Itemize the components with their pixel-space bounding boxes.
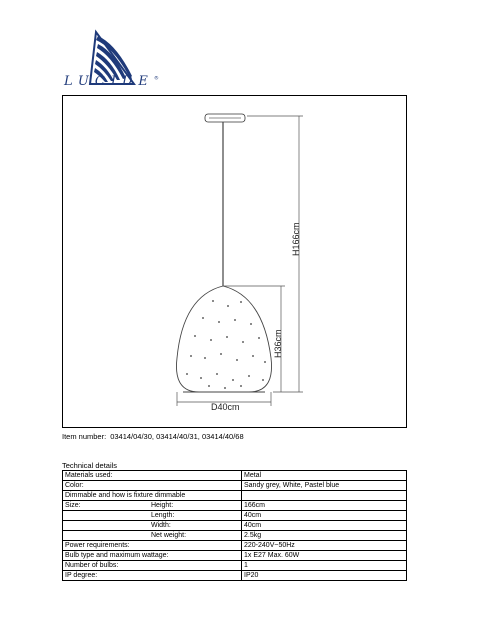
spec-value: 1 <box>242 561 407 571</box>
spec-label-cell <box>63 571 242 581</box>
technical-details-title: Technical details <box>62 461 118 470</box>
spec-label: Dimmable and how is fixture dimmable <box>65 492 186 499</box>
spec-label-cell <box>63 561 242 571</box>
spec-label-cell <box>63 521 242 531</box>
spec-value: IP20 <box>242 571 407 581</box>
spec-value: 40cm <box>242 511 407 521</box>
table-row <box>63 561 407 571</box>
table-row <box>63 511 407 521</box>
brand-name: LUCIDE® <box>64 74 159 89</box>
label-shade-height: H36cm <box>273 329 283 358</box>
technical-drawing <box>62 95 407 428</box>
spec-label-cell <box>63 491 242 501</box>
label-total-height: H166cm <box>291 222 301 256</box>
spec-value: Metal <box>242 471 407 481</box>
technical-details-table <box>62 470 407 581</box>
spec-label: Materials used: <box>65 472 113 479</box>
item-number-values: 03414/04/30, 03414/40/31, 03414/40/68 <box>110 432 244 441</box>
table-row <box>63 571 407 581</box>
table-row <box>63 531 407 541</box>
spec-value: 2.5kg <box>242 531 407 541</box>
spec-sublabel: Net weight: <box>151 532 187 539</box>
table-row <box>63 491 407 501</box>
table-row <box>63 501 407 511</box>
spec-label-cell <box>63 541 242 551</box>
item-number <box>62 432 244 441</box>
spec-value <box>242 491 407 501</box>
spec-label-cell <box>63 551 242 561</box>
spec-label-cell <box>63 511 242 521</box>
spec-value: Sandy grey, White, Pastel blue <box>242 481 407 491</box>
spec-sublabel: Width: <box>151 522 171 529</box>
spec-label: Bulb type and maximum wattage: <box>65 552 169 559</box>
spec-label-cell <box>63 501 242 511</box>
table-row <box>63 471 407 481</box>
spec-value: 1x E27 Max. 60W <box>242 551 407 561</box>
spec-label: Color: <box>65 482 84 489</box>
spec-sublabel: Height: <box>151 502 174 509</box>
spec-value: 166cm <box>242 501 407 511</box>
spec-label-cell <box>63 531 242 541</box>
table-row <box>63 521 407 531</box>
table-row <box>63 481 407 491</box>
spec-label-cell <box>63 471 242 481</box>
item-number-label: Item number: <box>62 432 107 441</box>
ceiling-canopy <box>205 114 245 122</box>
spec-label: Number of bulbs: <box>65 562 119 569</box>
spec-label: Power requirements: <box>65 542 130 549</box>
spec-label: Size: <box>65 502 81 509</box>
spec-label-cell <box>63 481 242 491</box>
table-row <box>63 541 407 551</box>
spec-label: IP degree: <box>65 572 98 579</box>
spec-value: 40cm <box>242 521 407 531</box>
label-diameter: D40cm <box>211 402 240 412</box>
table-row <box>63 551 407 561</box>
spec-sublabel: Length: <box>151 512 175 519</box>
spec-value: 220-240V~50Hz <box>242 541 407 551</box>
lamp-shade <box>176 286 271 392</box>
